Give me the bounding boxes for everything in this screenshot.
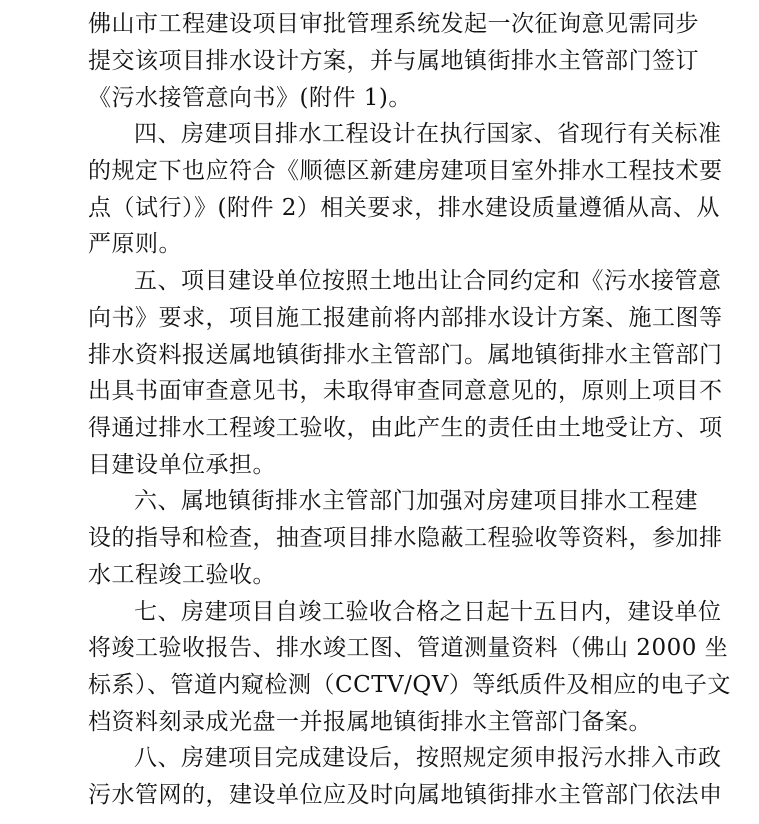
text-line: 的规定下也应符合《顺德区新建房建项目室外排水工程技术要: [88, 158, 723, 184]
document-page: [88, 0, 731, 824]
text-line: 点（试行）》(附件 2）相关要求，排水建设质量遵循从高、从: [88, 195, 720, 221]
text-line: 佛山市工程建设项目审批管理系统发起一次征询意见需同步: [88, 11, 699, 37]
paragraph-heading-line: 四、房建项目排水工程设计在执行国家、省现行有关标准: [134, 121, 722, 147]
text-line: 出具书面审查意见书，未取得审查同意意见的，原则上项目不: [88, 378, 723, 404]
text-line: 将竣工验收报告、排水竣工图、管道测量资料（佛山 2000 坐: [88, 635, 729, 661]
text-line: 向书》要求，项目施工报建前将内部排水设计方案、施工图等: [88, 305, 723, 331]
text-line: 水工程竣工验收。: [88, 562, 276, 588]
text-line: 《污水接管意向书》(附件 1)。: [88, 85, 412, 111]
text-line: 污水管网的，建设单位应及时向属地镇街排水主管部门依法申: [88, 782, 723, 808]
text-line: 档资料刻录成光盘一并报属地镇街排水主管部门备案。: [88, 709, 652, 735]
paragraph-heading-line: 八、房建项目完成建设后，按照规定须申报污水排入市政: [134, 745, 722, 771]
paragraph-heading-line: 五、项目建设单位按照土地出让合同约定和《污水接管意: [134, 268, 722, 294]
text-line: 目建设单位承担。: [88, 452, 276, 478]
text-line: 得通过排水工程竣工验收，由此产生的责任由土地受让方、项: [88, 415, 723, 441]
text-line: 设的指导和检查，抽查项目排水隐蔽工程验收等资料，参加排: [88, 525, 723, 551]
text-line: 标系）、管道内窥检测（CCTV/QV）等纸质件及相应的电子文: [88, 672, 731, 698]
paragraph-heading-line: 六、属地镇街排水主管部门加强对房建项目排水工程建: [134, 488, 698, 514]
text-line: 严原则。: [88, 231, 182, 257]
paragraph-heading-line: 七、房建项目自竣工验收合格之日起十五日内，建设单位: [134, 599, 722, 625]
text-line: 排水资料报送属地镇街排水主管部门。属地镇街排水主管部门: [88, 342, 723, 368]
text-line: 提交该项目排水设计方案，并与属地镇街排水主管部门签订: [88, 48, 699, 74]
